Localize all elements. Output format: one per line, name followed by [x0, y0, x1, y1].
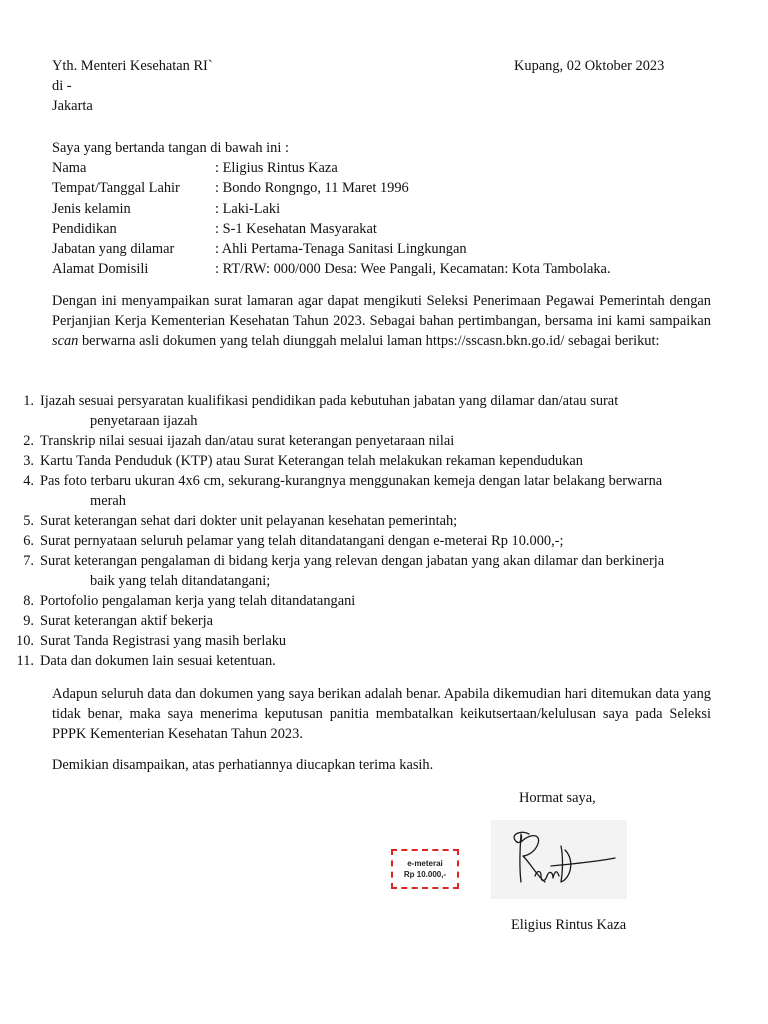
list-line: baik yang telah ditandatangani; [90, 573, 271, 589]
field-value: : Laki-Laki [215, 200, 281, 217]
field-value: : Ahli Pertama-Tenaga Sanitasi Lingkungan [215, 241, 467, 258]
recipient-line: Yth. Menteri Kesehatan RI` [52, 58, 213, 74]
field-label: Jabatan yang dilamar [52, 241, 175, 258]
di-line: di - [52, 78, 72, 94]
list-number: 10. [16, 633, 34, 649]
application-paragraph [52, 291, 711, 351]
list-item [16, 451, 736, 471]
field-row [52, 199, 692, 219]
list-item [16, 651, 736, 671]
list-number: 2. [23, 433, 34, 449]
list-number: 1. [23, 393, 34, 409]
signature-icon [491, 820, 627, 899]
list-number: 11. [16, 653, 34, 669]
list-line: Kartu Tanda Penduduk (KTP) atau Surat Keterangan telah melakukan rekaman kependudukan [40, 453, 583, 469]
list-text [40, 551, 736, 591]
field-label: Alamat Domisili [52, 261, 149, 278]
signoff: Hormat saya, [519, 790, 596, 806]
list-number: 4. [23, 473, 34, 489]
signer-name: Eligius Rintus Kaza [511, 917, 627, 933]
field-value: : Eligius Rintus Kaza [215, 160, 338, 176]
field-label: Nama [52, 160, 87, 176]
list-item [16, 471, 736, 511]
list-item [16, 591, 736, 611]
paragraph-text: berwarna asli dokumen yang telah diunggah melalui laman https://sscasn.bkn.go.id/ sebagai berikut: [78, 333, 660, 349]
place-date: Kupang, 02 Oktober 2023 [514, 58, 665, 74]
paragraph-text: Dengan ini menyampaikan surat lamaran agar dapat mengikuti Seleksi Penerimaan Pegawai Pemerintah dengan Perjanjian Kerja Kementerian Kesehatan Tahun 2023. Sebagai bahan pertimbangan, bersama ini kami sampaikan [52, 293, 711, 329]
closing-line: Demikian disampaikan, atas perhatiannya diucapkan terima kasih. [52, 757, 434, 773]
list-line: Ijazah sesuai persyaratan kualifikasi pendidikan pada kebutuhan jabatan yang dilamar dan/atau surat [40, 393, 619, 409]
list-item [16, 511, 736, 531]
field-value: : RT/RW: 000/000 Desa: Wee Pangali, Kecamatan: Kota Tambolaka. [215, 261, 611, 278]
stamp-line: Rp 10.000,- [403, 870, 447, 879]
intro-line: Saya yang bertanda tangan di bawah ini : [52, 140, 289, 156]
paragraph-italic: scan [52, 333, 79, 349]
list-item [16, 631, 736, 651]
list-number: 6. [23, 533, 34, 549]
list-number: 7. [23, 553, 34, 569]
list-number: 8. [23, 593, 34, 609]
list-line: Surat pernyataan seluruh pelamar yang telah ditandatangani dengan e-meterai Rp 10.000,-; [40, 533, 564, 549]
list-line: Surat keterangan pengalaman di bidang kerja yang relevan dengan jabatan yang akan dilamar dan berkinerja [40, 553, 665, 569]
list-number: 9. [23, 613, 34, 629]
stamp-line: e-meterai [407, 859, 443, 868]
list-number: 5. [23, 513, 34, 529]
list-line: Surat keterangan aktif bekerja [40, 613, 214, 629]
document-list [16, 391, 736, 671]
field-label: Jenis kelamin [52, 200, 131, 217]
list-line: Portofolio pengalaman kerja yang telah ditandatangani [40, 593, 356, 609]
city-line: Jakarta [52, 98, 93, 114]
field-label: Pendidikan [52, 220, 117, 237]
list-item [16, 531, 736, 551]
list-item [16, 551, 736, 591]
list-line: Data dan dokumen lain sesuai ketentuan. [40, 653, 276, 669]
field-row [52, 158, 692, 178]
list-item [16, 391, 736, 431]
field-row [52, 259, 692, 279]
field-value: : Bondo Rongngo, 11 Maret 1996 [215, 180, 409, 197]
list-number: 3. [23, 453, 34, 469]
e-meterai-stamp [391, 849, 459, 889]
list-text [40, 471, 736, 511]
field-row [52, 239, 692, 259]
list-line: Surat Tanda Registrasi yang masih berlaku [40, 633, 287, 649]
field-row [52, 219, 692, 239]
signature-image [491, 820, 627, 899]
list-item [16, 431, 736, 451]
list-line: Transkrip nilai sesuai ijazah dan/atau surat keterangan penyetaraan nilai [40, 433, 455, 449]
statement-paragraph: Adapun seluruh data dan dokumen yang saya berikan adalah benar. Apabila dikemudian hari ditemukan data yang tidak benar, maka saya menerima keputusan panitia membatalkan keikutsertaan/kelulusan saya pada Seleksi PPPK Kementerian Kesehatan Tahun 2023. [52, 686, 711, 742]
field-value: : S-1 Kesehatan Masyarakat [215, 220, 377, 237]
list-line: Pas foto terbaru ukuran 4x6 cm, sekurang-kurangnya menggunakan kemeja dengan latar belakang berwarna [40, 473, 663, 489]
list-line: merah [90, 493, 126, 509]
field-row [52, 178, 692, 198]
list-line: penyetaraan ijazah [90, 413, 198, 429]
list-line: Surat keterangan sehat dari dokter unit pelayanan kesehatan pemerintah; [40, 513, 458, 529]
list-text [40, 391, 736, 431]
identity-fields [52, 158, 692, 280]
field-label: Tempat/Tanggal Lahir [52, 180, 180, 197]
list-item [16, 611, 736, 631]
